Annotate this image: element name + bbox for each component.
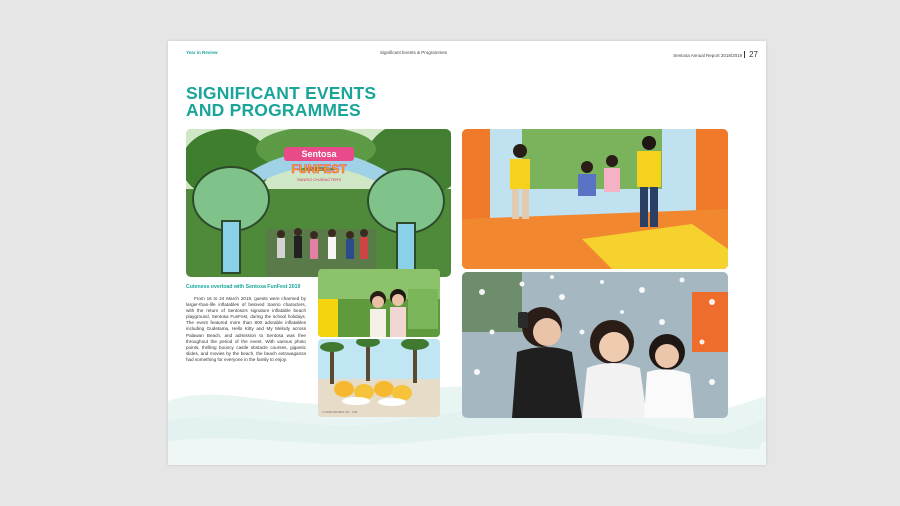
page-number: 27 [749,50,758,59]
photo-foam-party-selfie [462,272,728,418]
photo-gudetama-inflatables [318,339,440,417]
article-heading: Cuteness overload with Sentosa FunFest 2019 [186,284,301,290]
arch-logo-main: FUNFEST [291,162,347,176]
gudetama-illustration [318,339,440,417]
report-page [168,41,766,465]
arch-logo-sub: SANRIO CHARACTERS [296,177,342,182]
photo-credit: © 2019 SANRIO CO., LTD. [322,410,359,414]
photo-bouncy-castle [462,129,728,269]
article-body: From 16 to 24 March 2019, guests were charmed by larger-than-life inflatables of beloved Sanrio characters, with the return of Sentosa's signature inflatable beach playground, Sentosa FunFest, during the school holidays. The event featured more than 800 adorable inflatables including Gudetama, Hello Kitty and My Melody across Palawan Beach, and admission to Sentosa was free throughout the period of the event. With various photo points, thrilling bouncy castle obstacle courses, gigantic slides, and movies by the beach, the beach extravaganza had something for everyone in the family to enjoy. [186,296,306,362]
publication-name: Sentosa Annual Report 2018/2019 [673,53,743,58]
entrance-arch-illustration [186,129,451,277]
couple-selfie-illustration [318,269,440,337]
title-line-2: AND PROGRAMMES [186,100,361,120]
divider [744,51,745,58]
title-line-1: SIGNIFICANT EVENTS [186,83,377,103]
bouncy-castle-illustration [462,129,728,269]
section-label: Year in Review [186,50,218,55]
foam-party-illustration [462,272,728,418]
chapter-label: Significant Events & Programmes [380,50,448,55]
photo-funfest-entrance-arch [186,129,451,277]
photo-couple-selfie [318,269,440,337]
arch-logo-top: Sentosa [301,149,337,159]
running-footer [673,50,758,59]
page-title [186,85,446,119]
